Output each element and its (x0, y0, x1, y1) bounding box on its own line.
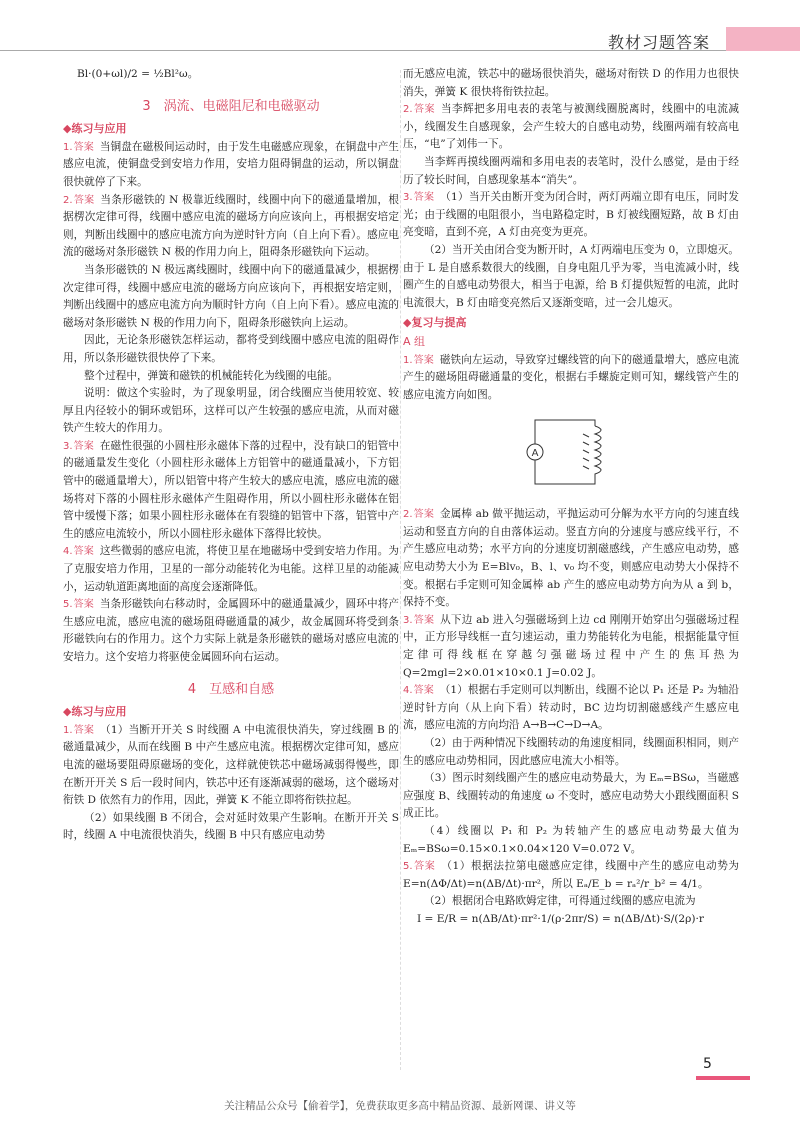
answer-label: 答案 (413, 861, 436, 873)
q-num: 3. (63, 440, 73, 452)
s3-q1 (63, 139, 399, 192)
ra-q2 (403, 506, 739, 612)
header-title: 教材习题答案 (608, 33, 711, 52)
ra-q4 (403, 682, 739, 735)
review-heading: ◆复习与提高 (403, 316, 467, 330)
s3-q2-p3: 因此，无论条形磁铁怎样运动，都将受到线圈中感应电流的阻碍作用，所以条形磁铁很快停了下来。 (63, 334, 399, 364)
answer-label: 答案 (73, 141, 94, 153)
section-3-title: 3 涡流、电磁阻尼和电磁驱动 (142, 98, 320, 114)
group-a-label: A 组 (403, 334, 426, 348)
q-num: 1. (63, 141, 73, 153)
q-num: 4. (63, 546, 73, 558)
q-num: 3. (403, 614, 413, 626)
answer-text: （1）当断开开关 S 时线圈 A 中电流很快消失，穿过线圈 B 的磁通量减少，从而在线圈 B 中产生感应电流。根据楞次定律可知，感应电流的磁场要阻碍原磁场的变化，这样就使铁芯中磁场减弱得慢些，即在断开开关 S 后一段时间内，铁芯中还有逐渐减弱的磁场，这个磁场对衔铁 D 依然有力的作用，因此，弹簧 K 不能立即将衔铁拉起。 (63, 723, 399, 807)
s3-q2 (63, 192, 399, 262)
ammeter-label: A (531, 448, 539, 460)
answer-label: 答案 (413, 192, 435, 204)
ra-q1 (403, 352, 739, 405)
answer-text: 当条形磁铁的 N 极靠近线圈时，线圈中向下的磁通量增加，根据楞次定律可得，线圈中感应电流的磁场方向应该向上，再根据安培定则，判断出线圈中的感应电流方向为逆时针方向（自上向下看）。感应电流的磁场对条形磁铁 N 极的作用力向上，阻碍条形磁铁向下运动。 (63, 193, 399, 259)
q-num: 1. (63, 724, 73, 736)
section-3-subheading: ◆练习与应用 (63, 122, 127, 136)
ra-q5-formula: I = E/R = n(ΔB/Δt)·πr²·1/(ρ·2πr/S) = n(ΔB/Δt)·S/(2ρ)·r (417, 912, 704, 925)
answer-label: 答案 (73, 599, 94, 611)
s3-q5 (63, 596, 399, 666)
s4-q1 (63, 722, 399, 810)
s4-q3-p2: （2）当开关由闭合变为断开时，A 灯两端电压变为 0，立即熄灭。由于 L 是自感系数很大的线圈，自身电阻几乎为零，当电流减小时，线圈产生的自感电动势很大，相当于电源，给 B 灯提供短暂的电流，此时电流很大，B 灯由暗变亮然后又逐渐变暗，过一会儿熄灭。 (403, 243, 739, 309)
answer-label: 答案 (413, 685, 434, 697)
s3-q2-p5: 说明：做这个实验时，为了现象明显，闭合线圈应当使用较宽、较厚且内径较小的铜环或铝环，这样可以产生较强的感应电流，从而对磁铁产生较大的作用力。 (63, 387, 399, 435)
answer-text: 金属棒 ab 做平抛运动，平抛运动可分解为水平方向的匀速直线运动和竖直方向的自由落体运动。竖直方向的分速度与感应线平行，不产生感应电动势；水平方向的分速度切割磁感线，产生感应电动势，感应电动势大小为 E=Blv₀，B、l、v₀ 均不变，则感应电动势大小保持不变。根据右手定则可知金属棒 ab 产生的感应电动势方向为从 a 到 b，保持不变。 (403, 508, 739, 609)
column-divider (400, 70, 401, 1070)
s4-q1-p2: （2）如果线圈 B 不闭合，会对延时效果产生影响。在断开开关 S 时，线圈 A 中电流很快消失，线圈 B 中只有感应电动势 (63, 811, 399, 842)
ra-q4-p2: （2）由于两种情况下线圈转动的角速度相同，线圈面积相同，则产生的感应电动势相同，因此感应电流大小相等。 (403, 737, 739, 767)
s4-q1-p3: 而无感应电流，铁芯中的磁场很快消失，磁场对衔铁 D 的作用力也很快消失，弹簧 K 很快将衔铁拉起。 (403, 68, 739, 98)
header-color-block (726, 27, 800, 51)
answer-label: 答案 (73, 194, 95, 206)
right-column (403, 66, 739, 935)
answer-text: 在磁性很强的小圆柱形永磁体下落的过程中，没有缺口的铝管中的磁通量发生变化（小圆柱形永磁体上方铝管中的磁通量减小，下方铝管中的磁通量增大），所以铝管中将产生较大的感应电流，感应电流的磁场将对下落的小圆柱形永磁体产生阻碍作用，所以小圆柱形永磁体在铝管中缓慢下落；如果小圆柱形永磁体在有裂缝的铝管中下落，铝管中产生的感应电流较小，所以小圆柱形永磁体下落得比较快。 (63, 439, 400, 540)
s3-q3 (63, 438, 399, 544)
q-num: 5. (403, 861, 413, 873)
answer-text: 这些微弱的感应电流，将使卫星在地磁场中受到安培力作用。为了克服安培力作用，卫星的一部分动能转化为电能。这样卫星的动能减小，运动轨道距离地面的高度会逐渐降低。 (63, 545, 400, 593)
top-formula: Bl·(0+ωl)/2 = ½Bl²ω。 (77, 68, 199, 80)
s4-q3 (403, 189, 739, 242)
answer-label: 答案 (73, 724, 95, 736)
answer-label: 答案 (73, 546, 94, 558)
answer-text: 当铜盘在磁极间运动时，由于发生电磁感应现象，在铜盘中产生感应电流，使铜盘受到安培力作用，安培力阻碍铜盘的运动，所以铜盘很快就停了下来。 (63, 140, 400, 188)
s4-q2-p2: 当李辉再摸线圈两端和多用电表的表笔时，没什么感觉，是由于经历了较长时间，自感现象基本“消失”。 (403, 155, 739, 186)
s4-q2 (403, 101, 739, 154)
ra-q3 (403, 612, 739, 682)
answer-text: （1）当开关由断开变为闭合时，两灯两端立即有电压，同时发光；由于线圈的电阻很小，当电路稳定时，B 灯被线圈短路，故 B 灯由亮变暗，直到不亮，A 灯由亮变为更亮。 (403, 191, 739, 239)
answer-label: 答案 (413, 354, 434, 366)
q-num: 4. (403, 685, 413, 697)
solenoid-figure (403, 412, 739, 492)
answer-label: 答案 (413, 509, 434, 521)
answer-text: 磁铁向左运动，导致穿过螺线管的向下的磁通量增大，感应电流产生的磁场阻碍磁通量的变化，根据右手螺旋定则可知，螺线管产生的感应电流方向如图。 (403, 353, 740, 401)
q-num: 2. (63, 194, 73, 206)
section-4-subheading: ◆练习与应用 (63, 705, 127, 719)
answer-text: （1）根据法拉第电磁感应定律，线圈中产生的感应电动势为 E=n(ΔΦ/Δt)=n(ΔB/Δt)·πr²，所以 Eₐ/E_b = rₐ²/r_b² = 4/1。 (403, 860, 739, 890)
ra-q4-p3: （3）图示时刻线圈产生的感应电动势最大，为 Eₘ=BSω，当磁感应强度 B、线圈转动的角速度 ω 不变时，感应电动势大小跟线圈面积 S 成正比。 (403, 772, 739, 820)
ra-q4-p4: （4）线圈以 P₁ 和 P₂ 为转轴产生的感应电动势最大值为 Eₘ=BSω=0.15×0.1×0.04×120 V=0.072 V。 (403, 824, 739, 855)
section-4-title: 4 互感和自感 (187, 681, 275, 697)
q-num: 5. (63, 599, 73, 611)
answer-label: 答案 (413, 614, 435, 626)
answer-text: 当条形磁铁向右移动时，金属圆环中的磁通量减少，圆环中将产生感应电流，感应电流的磁场阻碍磁通量的减少，故金属圆环将受到条形磁铁向右的作用力。这个力实际上就是条形磁铁的磁场对感应电流的安培力。这个安培力将驱使金属圆环向右运动。 (63, 598, 400, 663)
page-number: 5 (703, 1056, 712, 1072)
q-num: 2. (403, 104, 413, 116)
answer-label: 答案 (413, 104, 435, 116)
s3-q2-p2: 当条形磁铁的 N 极远离线圈时，线圈中向下的磁通量减少，根据楞次定律可得，线圈中感应电流的磁场方向应该向下，再根据安培定则，判断出线圈中的感应电流方向为顺时针方向（自上向下看）。感应电流的磁场对条形磁铁 N 极的作用力向下，阻碍条形磁铁向上运动。 (63, 263, 399, 329)
section-4-sub-label: 练习与应用 (71, 705, 127, 719)
answer-text: （1）根据右手定则可以判断出，线圈不论以 P₁ 还是 P₂ 为轴沿逆时针方向（从上向下看）转动时，BC 边均切割磁感线产生感应电流，感应电流的方向均沿 A→B→C→D→A。 (403, 684, 739, 732)
answer-text: 从下边 ab 进入匀强磁场到上边 cd 刚刚开始穿出匀强磁场过程中，正方形导线框一直匀速运动，重力势能转化为电能，根据能量守恒定律可得线框在穿越匀强磁场过程中产生的焦耳热为 Q=2mgl=2×0.01×10×0.1 J=0.02 J。 (403, 613, 739, 679)
s3-q2-p4: 整个过程中，弹簧和磁铁的机械能转化为线圈的电能。 (84, 369, 339, 382)
page-number-bar (696, 1076, 750, 1080)
solenoid-circuit-diagram (525, 412, 617, 492)
review-title: 复习与提高 (411, 316, 467, 330)
footer-promo: 关注精品公众号【偷着学】，免费获取更多高中精品资源、最新网课、讲义等 (224, 1100, 576, 1112)
left-column (63, 66, 399, 845)
section-3-sub-label: 练习与应用 (71, 122, 127, 136)
q-num: 2. (403, 509, 413, 521)
answer-text: 当李辉把多用电表的表笔与被测线圈脱离时，线圈中的电流减小，线圈发生自感现象，会产生较大的自感电动势，线圈两端有较高电压，“电”了刘伟一下。 (403, 103, 739, 151)
answer-label: 答案 (73, 440, 94, 452)
q-num: 1. (403, 354, 413, 366)
ra-q5-p2: （2）根据闭合电路欧姆定律，可得通过线圈的感应电流为 (424, 895, 696, 908)
s3-q4 (63, 543, 399, 596)
q-num: 3. (403, 192, 413, 204)
ra-q5 (403, 858, 739, 893)
